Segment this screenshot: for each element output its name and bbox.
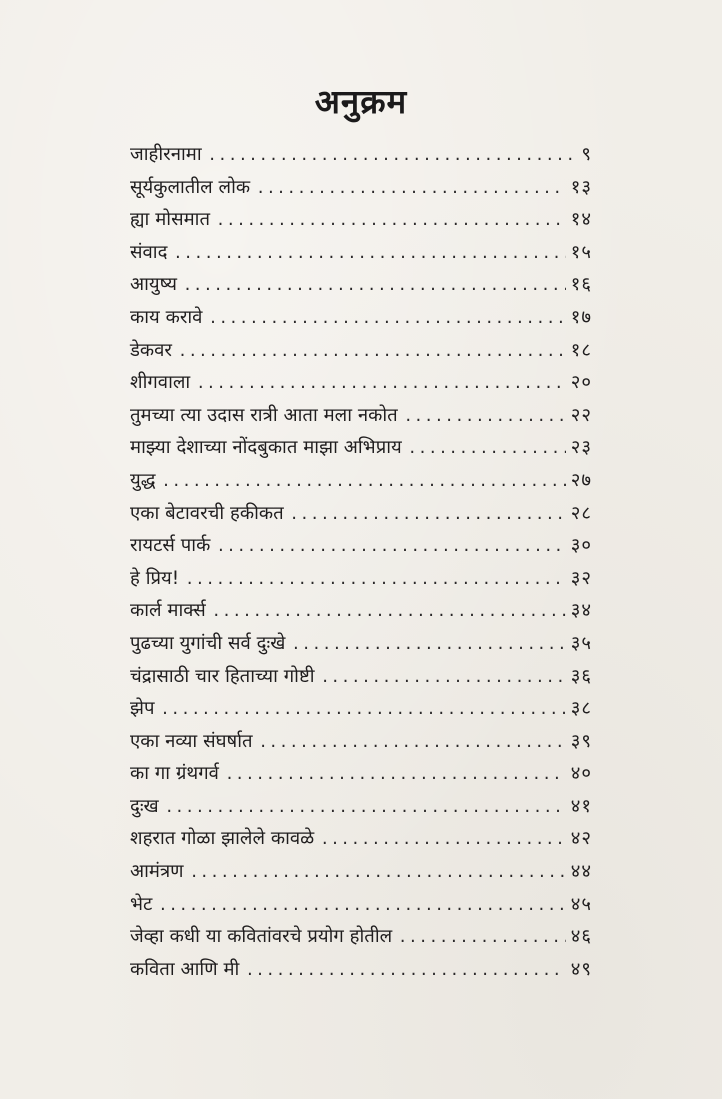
toc-entry-page-number: २३ (570, 437, 592, 459)
dot-leader (183, 269, 566, 302)
toc-entry (130, 661, 592, 694)
toc-entry-page-number: ४१ (570, 795, 592, 817)
dot-leader (245, 954, 565, 987)
toc-entry-title: सूर्यकुलातील लोक (130, 176, 251, 198)
toc-entry-title: एका नव्या संघर्षात (130, 730, 253, 752)
toc-entry-page-number: ३६ (570, 665, 592, 687)
toc-entry-page-number: १७ (570, 306, 592, 328)
toc-entry-title: रायटर्स पार्क (130, 535, 211, 557)
toc-entry (130, 367, 592, 400)
toc-entry-title: हे प्रिय! (130, 567, 180, 589)
page-title: अनुक्रम (314, 82, 408, 121)
dot-leader (404, 400, 566, 433)
dot-leader (161, 693, 566, 726)
dot-leader (291, 628, 565, 661)
toc-entry-title: झेप (130, 698, 155, 720)
toc-entry-title: भेट (130, 893, 153, 915)
toc-entry-title: का गा ग्रंथगर्व (130, 763, 219, 785)
toc-entry-page-number: ३२ (570, 567, 592, 589)
toc-entry (130, 400, 592, 433)
toc-entry (130, 139, 592, 172)
toc-entry-page-number: ३५ (570, 632, 592, 654)
toc-entry-page-number: २० (570, 372, 592, 394)
toc-entry-title: शहरात गोळा झालेले कावळे (130, 828, 315, 850)
toc-entry-page-number: १५ (570, 241, 592, 263)
toc-entry (130, 172, 592, 205)
toc-entry-page-number: १४ (570, 209, 592, 231)
toc-entry (130, 432, 592, 465)
dot-leader (216, 530, 565, 563)
toc-entry-page-number: ३८ (570, 698, 592, 720)
dot-leader (178, 335, 566, 368)
toc-entry-title: काय करावे (130, 306, 203, 328)
toc-entry-title: युद्ध (130, 469, 156, 491)
toc-entry-title: ह्या मोसमात (130, 209, 210, 231)
toc-entry-title: आमंत्रण (130, 861, 184, 883)
toc-entry (130, 335, 592, 368)
dot-leader (158, 889, 565, 922)
toc-entry-title: पुढच्या युगांची सर्व दुःखे (130, 632, 286, 654)
dot-leader (320, 823, 566, 856)
toc-entry (130, 269, 592, 302)
toc-entry (130, 498, 592, 531)
dot-leader (190, 856, 566, 889)
toc-entry (130, 823, 592, 856)
toc-entry (130, 856, 592, 889)
toc-entry (130, 791, 592, 824)
toc-entry-page-number: ४५ (570, 893, 592, 915)
toc-entry (130, 204, 592, 237)
dot-leader (216, 204, 566, 237)
toc-entry-page-number: ३४ (570, 600, 592, 622)
toc-entry (130, 302, 592, 335)
dot-leader (259, 726, 566, 759)
dot-leader (290, 498, 566, 531)
dot-leader (196, 367, 566, 400)
toc-entry (130, 563, 592, 596)
toc-entry-page-number: ३९ (570, 730, 592, 752)
toc-entry (130, 628, 592, 661)
toc-entry-title: जाहीरनामा (130, 144, 202, 165)
toc-entry-title: एका बेटावरची हकीकत (130, 502, 284, 524)
toc-entry-title: डेकवर (130, 339, 172, 361)
toc-entry-page-number: ४४ (570, 861, 592, 883)
toc-entry (130, 889, 592, 922)
toc-entry (130, 595, 592, 628)
toc-entry-page-number: ४६ (570, 926, 592, 948)
toc-entry-page-number: २२ (570, 404, 592, 426)
dot-leader (173, 237, 565, 270)
toc-entry-title: माझ्या देशाच्या नोंदबुकात माझा अभिप्राय (130, 437, 402, 459)
toc-entry-page-number: ४२ (570, 828, 592, 850)
dot-leader (321, 661, 566, 694)
toc-entry-page-number: ४० (570, 763, 592, 785)
dot-leader (225, 758, 566, 791)
dot-leader (165, 791, 566, 824)
toc-entry (130, 465, 592, 498)
dot-leader (185, 563, 566, 596)
table-of-contents (130, 139, 592, 986)
toc-entry-page-number: ४९ (570, 958, 592, 980)
toc-entry-page-number: १६ (570, 274, 592, 296)
dot-leader (162, 465, 566, 498)
toc-entry-page-number: २७ (570, 469, 592, 491)
toc-entry-title: जेव्हा कधी या कवितांवरचे प्रयोग होतील (130, 926, 393, 948)
toc-entry-title: तुमच्या त्या उदास रात्री आता मला नकोत (130, 404, 398, 426)
toc-entry (130, 237, 592, 270)
dot-leader (212, 595, 566, 628)
toc-entry-page-number: १८ (570, 339, 592, 361)
toc-entry-page-number: १३ (570, 176, 592, 198)
toc-entry (130, 726, 592, 759)
toc-entry-page-number: ९ (581, 144, 592, 165)
toc-entry-title: दुःख (130, 795, 159, 817)
dot-leader (208, 139, 577, 172)
dot-leader (208, 302, 565, 335)
dot-leader (398, 921, 566, 954)
toc-entry-title: शीगवाला (130, 372, 191, 394)
dot-leader (408, 432, 566, 465)
toc-entry (130, 530, 592, 563)
toc-entry-title: संवाद (130, 241, 168, 263)
toc-entry (130, 693, 592, 726)
dot-leader (256, 172, 566, 205)
toc-entry-page-number: २८ (570, 502, 592, 524)
toc-entry-title: आयुष्य (130, 274, 177, 296)
toc-entry (130, 921, 592, 954)
toc-entry (130, 954, 592, 987)
toc-entry-title: कार्ल मार्क्स (130, 600, 206, 622)
toc-entry-title: कविता आणि मी (130, 958, 240, 980)
toc-entry-page-number: ३० (570, 535, 592, 557)
toc-entry-title: चंद्रासाठी चार हिताच्या गोष्टी (130, 665, 315, 687)
toc-entry (130, 758, 592, 791)
